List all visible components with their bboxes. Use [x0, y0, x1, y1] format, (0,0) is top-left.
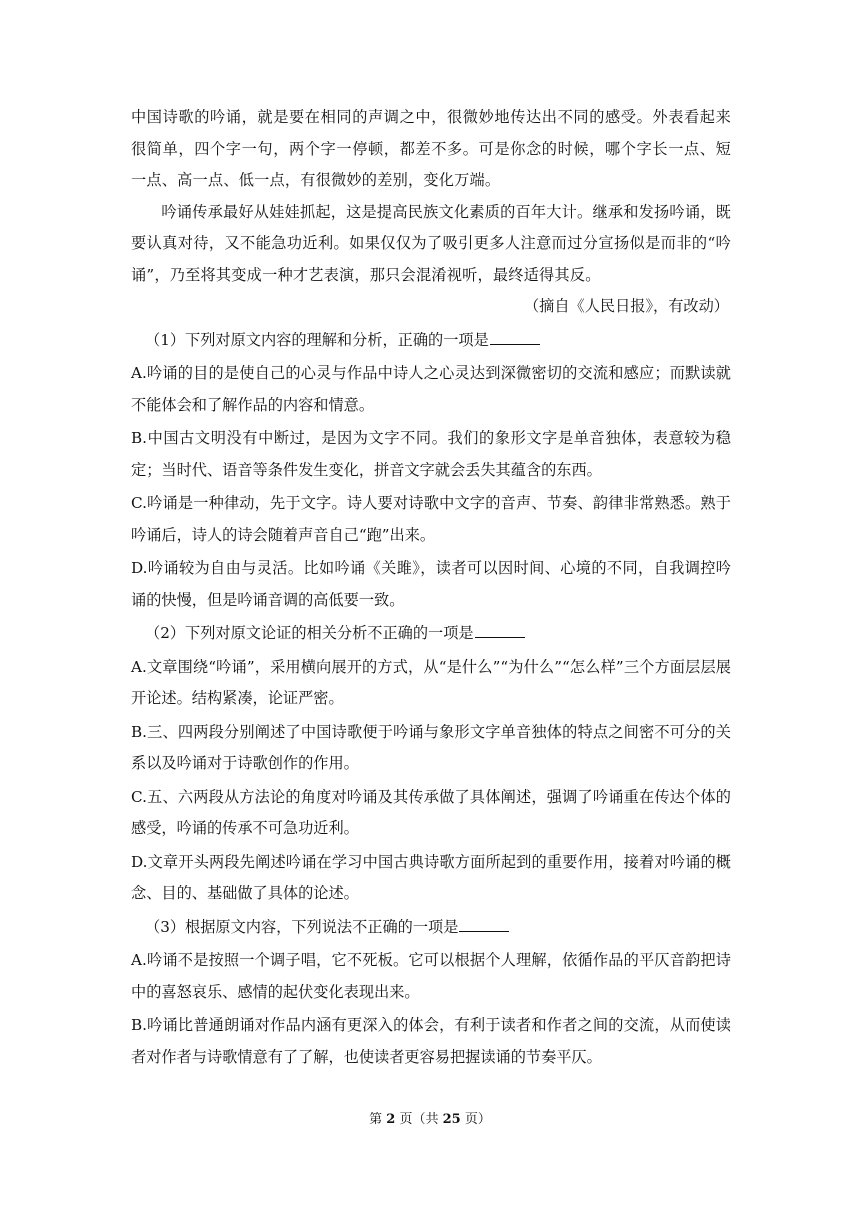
option-d: D.吟诵较为自由与灵活。比如吟诵《关雎》，读者可以因时间、心境的不同，自我调控吟诵的快慢，但是吟诵音调的高低要一致。	[131, 559, 731, 609]
document-body	[131, 102, 731, 1073]
source-citation: （摘自《人民日报》，有改动）	[523, 297, 729, 315]
question-stem: （2）下列对原文论证的相关分析不正确的一项是	[131, 618, 731, 650]
option-b: B.三、四两段分别阐述了中国诗歌便于吟诵与象形文字单音独体的特点之间密不可分的关系以及吟诵对于诗歌创作的作用。	[131, 722, 731, 772]
question-1	[131, 325, 731, 617]
intro-paragraph-1: 中国诗歌的吟诵，就是要在相同的声调之中，很微妙地传达出不同的感受。外表看起来很简单，四个字一句，两个字一停顿，都差不多。可是你念的时候，哪个字长一点、短一点、高一点、低一点，有很微妙的差别，变化万端。	[131, 108, 731, 189]
question-3	[131, 912, 731, 1074]
question-stem: （1）下列对原文内容的理解和分析，正确的一项是	[131, 325, 731, 357]
option-a: A.吟诵不是按照一个调子唱，它不死板。它可以根据个人理解，依循作品的平仄音韵把诗中的喜怒哀乐、感情的起伏变化表现出来。	[131, 951, 731, 1001]
question-2	[131, 618, 731, 910]
option-c: C.五、六两段从方法论的角度对吟诵及其传承做了具体阐述，强调了吟诵重在传达个体的感受，吟诵的传承不可急功近利。	[131, 787, 731, 837]
option-c: C.吟诵是一种律动，先于文字。诗人要对诗歌中文字的音声、节奏、韵律非常熟悉。熟于吟诵后，诗人的诗会随着声音自己“跑”出来。	[131, 494, 731, 544]
page-footer: 第 2 页（共 25 页）	[369, 1112, 491, 1127]
question-stem: （3）根据原文内容，下列说法不正确的一项是	[131, 912, 731, 944]
answer-blank	[459, 917, 509, 932]
total-page-count: 25	[442, 1112, 461, 1127]
answer-blank	[490, 330, 540, 345]
answer-blank	[475, 623, 525, 638]
option-b: B.吟诵比普通朗诵对作品内涵有更深入的体会，有利于读者和作者之间的交流，从而使读者对作者与诗歌情意有了了解，也使读者更容易把握读诵的节奏平仄。	[131, 1016, 731, 1066]
option-a: A.文章围绕“吟诵”，采用横向展开的方式，从“是什么”“为什么”“怎么样”三个方面层层展开论述。结构紧凑，论证严密。	[131, 657, 731, 707]
option-b: B.中国古文明没有中断过，是因为文字不同。我们的象形文字是单音独体，表意较为稳定；当时代、语音等条件发生变化，拼音文字就会丢失其蕴含的东西。	[131, 429, 731, 479]
intro-paragraph-2: 吟诵传承最好从娃娃抓起，这是提高民族文化素质的百年大计。继承和发扬吟诵，既要认真对待，又不能急功近利。如果仅仅为了吸引更多人注意而过分宣扬似是而非的“吟诵”，乃至将其变成一种才艺表演，那只会混淆视听，最终适得其反。	[131, 202, 731, 284]
option-a: A.吟诵的目的是使自己的心灵与作品中诗人之心灵达到深微密切的交流和感应；而默读就不能体会和了解作品的内容和情意。	[131, 364, 731, 414]
option-d: D.文章开头两段先阐述吟诵在学习中国古典诗歌方面所起到的重要作用，接着对吟诵的概念、目的、基础做了具体的论述。	[131, 852, 731, 902]
current-page-number: 2	[386, 1112, 396, 1127]
